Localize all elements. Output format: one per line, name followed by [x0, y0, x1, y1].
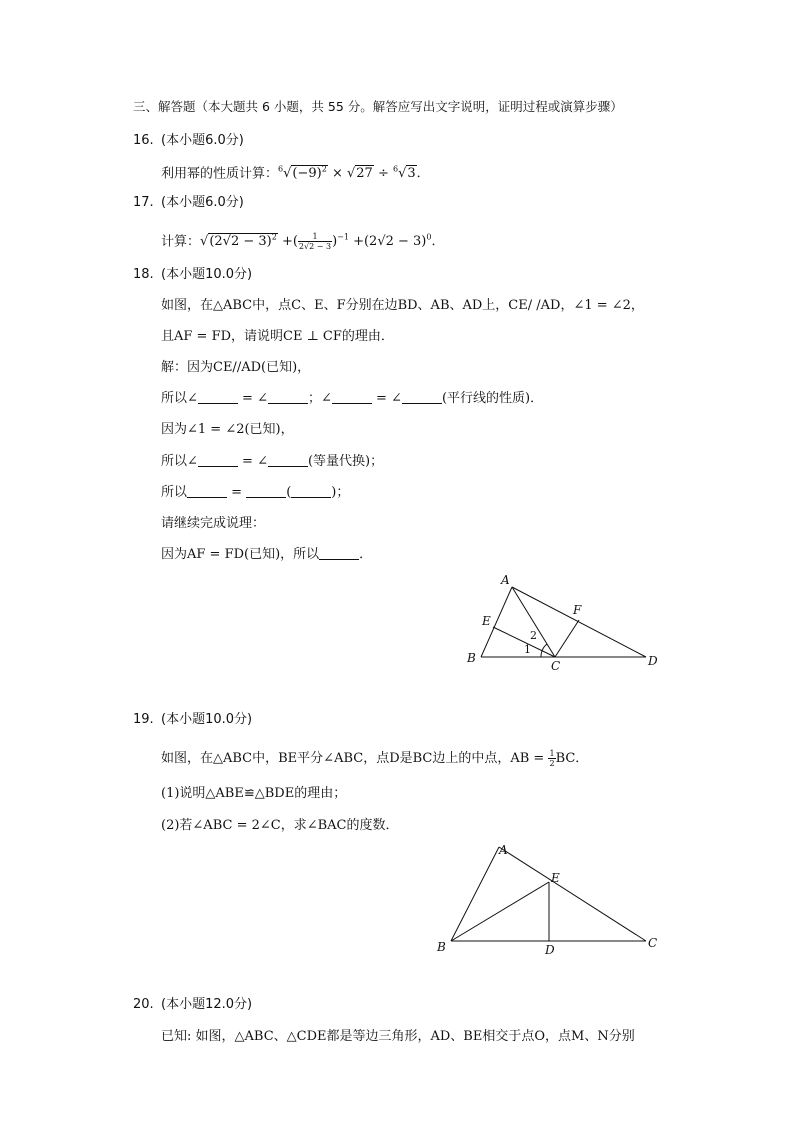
text: = ∠	[371, 391, 402, 406]
answer-blank[interactable]	[198, 453, 238, 467]
question-number: 18.	[133, 267, 154, 282]
text: 如图，在△ABC中，BE平分∠ABC，点D是BC边上的中点，AB =	[161, 751, 549, 766]
question-text	[161, 749, 588, 768]
label-d: D	[648, 654, 658, 668]
label-c: C	[551, 659, 561, 673]
label-b: B	[467, 651, 476, 665]
label-angle-1: 1	[524, 643, 531, 656]
triangle-figure-18	[460, 570, 670, 675]
question-part: (2)若∠ABC = 2∠C，求∠BAC的度数．	[161, 818, 399, 833]
prompt-text: 计算：	[161, 234, 201, 250]
question-prompt	[161, 229, 445, 251]
answer-blank[interactable]	[332, 390, 372, 404]
text: 因为AF = FD(已知)，所以	[161, 547, 320, 562]
label-e: E	[482, 614, 491, 628]
segment-cf	[555, 620, 579, 657]
answer-blank[interactable]	[198, 390, 238, 404]
text: )；	[331, 485, 350, 500]
text: =	[227, 485, 247, 500]
label-a: A	[501, 573, 510, 587]
text: 所以∠	[161, 391, 198, 406]
solution-line	[161, 453, 383, 471]
label-e: E	[551, 871, 560, 885]
question-text: 且AF = FD，请说明CE ⊥ CF的理由．	[161, 329, 394, 344]
prompt-text: 利用幂的性质计算：	[161, 166, 279, 182]
question-points: (本小题12.0分)	[161, 997, 253, 1012]
solution-line	[161, 546, 372, 564]
solution-line	[161, 484, 349, 502]
solution-line: 因为∠1 = ∠2(已知)，	[161, 422, 294, 437]
question-number: 17.	[133, 195, 154, 210]
solution-line: 请继续完成说理：	[161, 516, 266, 531]
question-points: (本小题6.0分)	[161, 195, 244, 210]
answer-blank[interactable]	[291, 484, 331, 498]
text: ；∠	[307, 391, 332, 406]
formula: $√(2√2 - 3)^2$ +( $\frac{1}{2√2 - 3}$ )$^{-1} +(2√2 - 3)^0$．	[200, 232, 445, 252]
label-c: C	[648, 936, 658, 950]
label-d: D	[545, 943, 555, 957]
label-f: F	[573, 603, 582, 617]
label-angle-2: 2	[530, 629, 537, 642]
segment-ac	[499, 847, 646, 941]
text: = ∠	[237, 391, 268, 406]
solution-line: 解：因为CE//AD(已知)，	[161, 360, 311, 375]
answer-blank[interactable]	[246, 484, 286, 498]
answer-blank[interactable]	[268, 453, 308, 467]
question-points: (本小题10.0分)	[161, 712, 253, 727]
text: BC．	[555, 751, 589, 766]
angle-arc-2	[542, 644, 547, 651]
text: (	[286, 485, 292, 500]
label-a: A	[499, 843, 508, 857]
text: 所以	[161, 485, 188, 500]
answer-blank[interactable]	[268, 390, 308, 404]
answer-blank[interactable]	[187, 484, 227, 498]
fraction	[548, 749, 555, 768]
text: (等量代换)；	[307, 454, 384, 469]
question-part: (1)说明△ABE≌△BDE的理由；	[161, 786, 347, 801]
question-text: 如图，在△ABC中，点C、E、F分别在边BD、AB、AD上，CE/ /AD，∠1 = ∠2，	[161, 298, 644, 313]
angle-arc-1	[541, 651, 542, 657]
triangle-figure-19	[430, 838, 670, 960]
text: = ∠	[237, 454, 268, 469]
question-number: 20.	[133, 997, 154, 1012]
section-title: 三、解答题（本大题共 6 小题，共 55 分。解答应写出文字说明，证明过程或演算步骤）	[133, 99, 623, 114]
question-text: 已知: 如图，△ABC、△CDE都是等边三角形，AD、BE相交于点O，点M、N分别	[161, 1029, 635, 1044]
text: 所以∠	[161, 454, 198, 469]
label-b: B	[437, 940, 446, 954]
solution-line	[161, 390, 543, 408]
question-points: (本小题6.0分)	[161, 133, 244, 148]
text: ．	[359, 547, 373, 562]
segment-ad	[512, 587, 646, 657]
numerator: 1	[549, 749, 555, 758]
denominator: 2	[549, 759, 555, 768]
question-number: 19.	[133, 712, 154, 727]
answer-blank[interactable]	[319, 546, 359, 560]
question-prompt	[161, 161, 430, 183]
formula: $^6√(-9)^2 \times √27 \div ^6√3$．	[278, 165, 430, 182]
question-number: 16.	[133, 133, 154, 148]
question-points: (本小题10.0分)	[161, 267, 253, 282]
answer-blank[interactable]	[402, 390, 442, 404]
text: (平行线的性质)．	[441, 391, 544, 406]
